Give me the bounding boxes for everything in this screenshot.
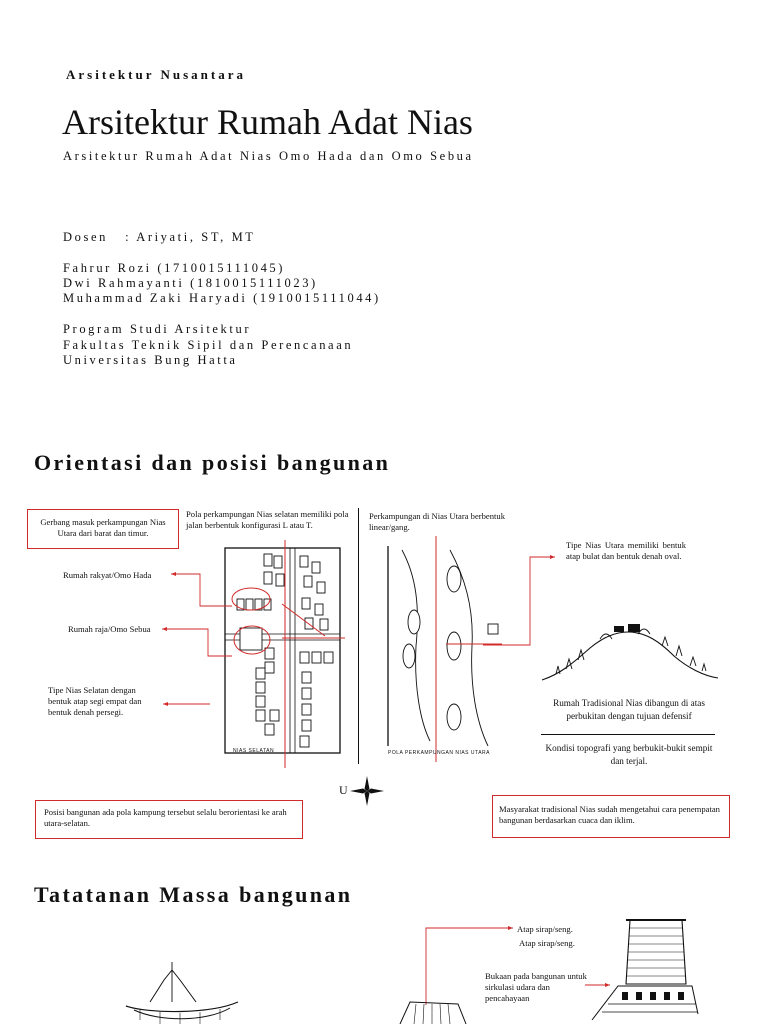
south-map-caption: NIAS SELATAN (233, 748, 275, 754)
lecturer-line: Dosen : Ariyati, ST, MT (63, 230, 256, 244)
opening-note: Bukaan pada bangunan untuk sirkulasi udara dan pencahayaan (485, 971, 587, 1003)
section-heading-mass: Tatatanan Massa bangunan (34, 882, 353, 907)
page-title: Arsitektur Rumah Adat Nias (62, 102, 473, 142)
omo-hada-label: Rumah rakyat/Omo Hada (63, 570, 152, 580)
faculty-line: Fakultas Teknik Sipil dan Perencanaan (63, 338, 354, 352)
orientation-note: Posisi bangunan ada pola kampung tersebut selalu berorientasi ke arah utara-selatan. (44, 807, 287, 828)
program-line: Program Studi Arsitektur (63, 322, 252, 336)
university-line: Universitas Bung Hatta (63, 353, 238, 367)
topography-caption: Kondisi topografi yang berbukit-bukit sempit dan terjal. (545, 743, 713, 766)
roof-detail-sketch (398, 998, 468, 1024)
course-label: Arsitektur Nusantara (66, 67, 247, 82)
author-3: Muhammad Zaki Haryadi (1910015111044) (63, 291, 381, 305)
boat-house-sketch (120, 962, 245, 1024)
roof-label-1: Atap sirap/seng. (517, 924, 573, 934)
section-heading-orientation: Orientasi dan posisi bangunan (34, 450, 391, 475)
north-pattern-note: Perkampungan di Nias Utara berbentuk linear/gang. (369, 511, 506, 532)
page-subtitle: Arsitektur Rumah Adat Nias Omo Hada dan Omo Sebua (63, 149, 474, 163)
omo-sebua-sketch (588, 914, 700, 1024)
compass-north-label: U (339, 783, 348, 797)
north-map-caption: POLA PERKAMPUNGAN NIAS UTARA (388, 750, 490, 756)
north-type-note: Tipe Nias Utara memiliki bentuk atap bulat dan bentuk denah oval. (566, 540, 686, 561)
weather-note: Masyarakat tradisional Nias sudah mengetahui cara penempatan bangunan berdasarkan cuaca dan iklim. (499, 804, 720, 825)
gate-note: Gerbang masuk perkampungan Nias Utara dari barat dan timur. (40, 517, 166, 538)
hill-caption: Rumah Tradisional Nias dibangun di atas perbukitan dengan tujuan defensif (553, 698, 705, 721)
author-2: Dwi Rahmayanti (1810015111023) (63, 276, 318, 290)
omo-sebua-label: Rumah raja/Omo Sebua (68, 624, 151, 634)
south-type-note: Tipe Nias Selatan dengan bentuk atap segi empat dan bentuk denah persegi. (48, 685, 142, 717)
south-pattern-note: Pola perkampungan Nias selatan memiliki pola jalan berbentuk konfigurasi L atau T. (186, 509, 349, 530)
author-1: Fahrur Rozi (1710015111045) (63, 261, 286, 275)
roof-label-2: Atap sirap/seng. (519, 938, 575, 948)
